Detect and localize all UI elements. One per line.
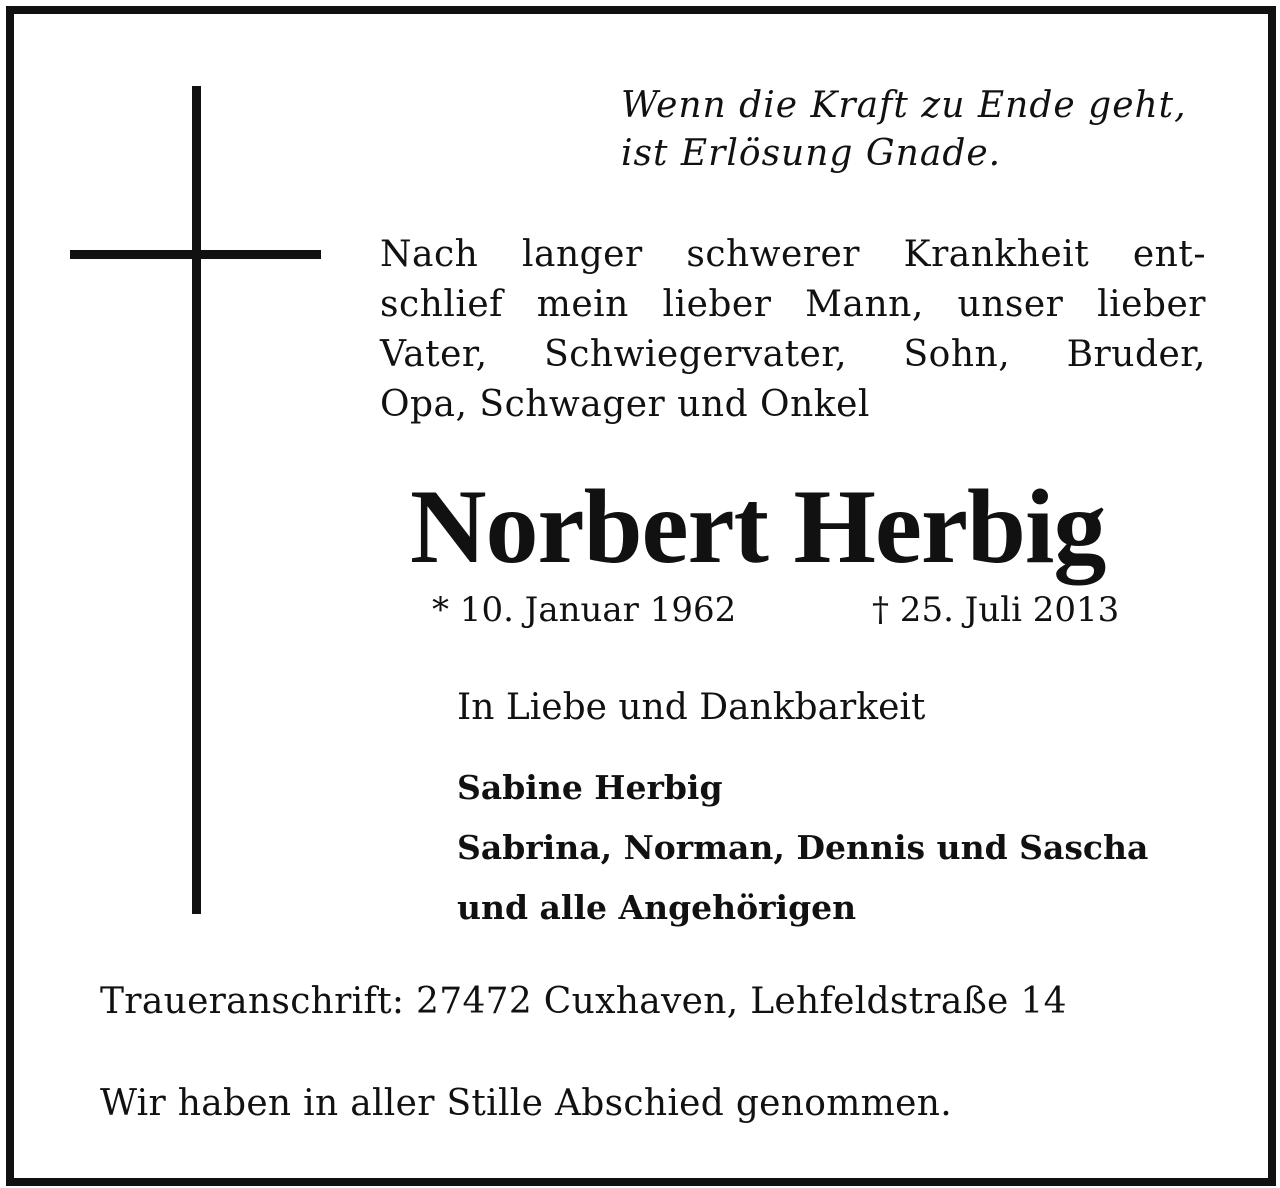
mourners-heading: In Liebe und Dankbarkeit — [457, 687, 926, 728]
intro-line: Vater, Schwiegervater, Sohn, Bruder, — [380, 334, 1206, 375]
mourner-line: Sabine Herbig — [457, 768, 723, 807]
intro-text — [380, 230, 1206, 430]
intro-line: Opa, Schwager und Onkel — [380, 384, 870, 425]
death-date: † 25. Juli 2013 — [872, 590, 1120, 630]
birth-date: * 10. Januar 1962 — [432, 590, 737, 630]
deceased-name: Norbert Herbig — [410, 468, 1106, 585]
mourner-line: Sabrina, Norman, Dennis und Sascha — [457, 828, 1149, 867]
quote-line: Wenn die Kraft zu Ende geht, — [621, 85, 1187, 126]
mourning-address: Traueranschrift: 27472 Cuxhaven, Lehfeldstraße 14 — [100, 981, 1067, 1022]
quote-line: ist Erlösung Gnade. — [621, 133, 1002, 174]
intro-line: Nach langer schwerer Krankheit ent- — [380, 234, 1206, 275]
intro-line: schlief mein lieber Mann, unser lieber — [380, 284, 1206, 325]
obituary-frame — [6, 6, 1276, 1186]
cross-horizontal-bar — [70, 250, 321, 259]
mourners-list — [457, 758, 1148, 938]
closing-note: Wir haben in aller Stille Abschied genommen. — [100, 1083, 952, 1124]
quote — [621, 82, 1221, 178]
cross-vertical-bar — [192, 86, 201, 914]
mourner-line: und alle Angehörigen — [457, 888, 857, 927]
